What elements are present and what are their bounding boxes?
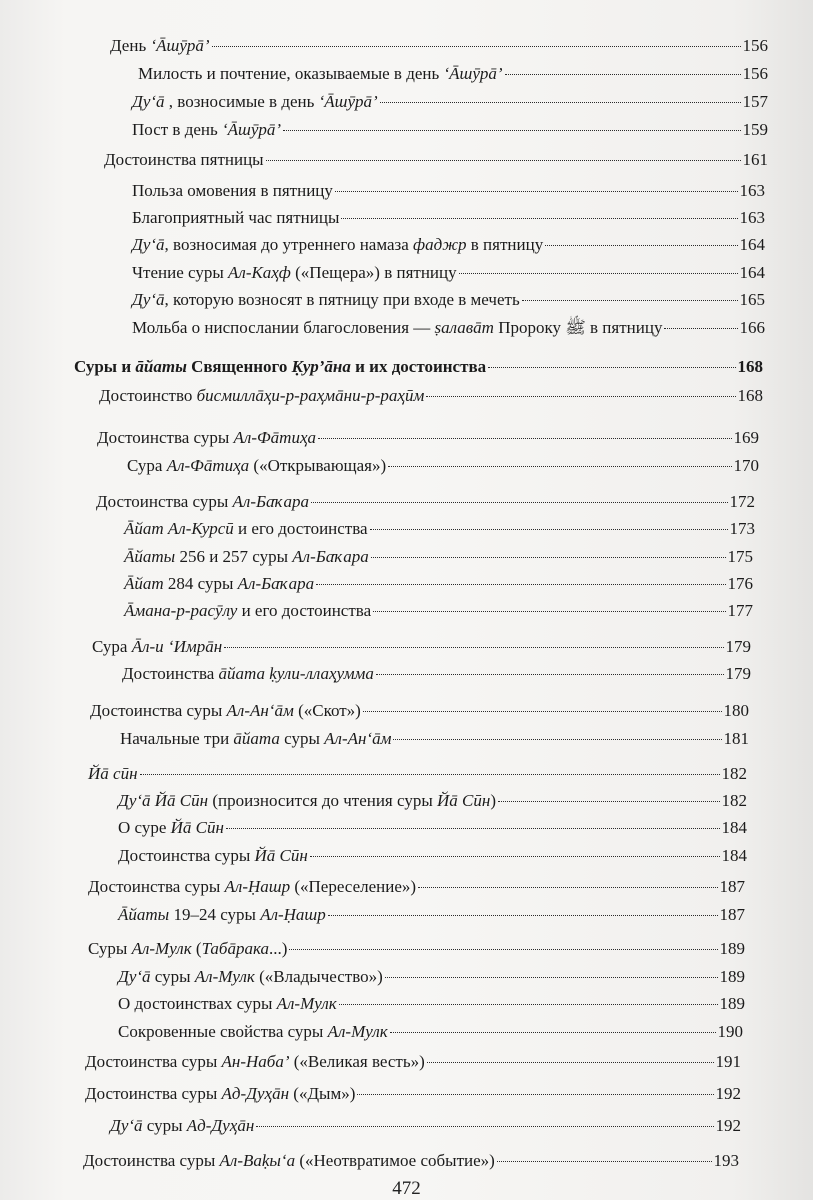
toc-entry bbox=[132, 91, 768, 113]
toc-entry bbox=[83, 1150, 739, 1172]
toc-entry-page: 181 bbox=[723, 729, 749, 748]
dot-leader bbox=[341, 218, 737, 219]
toc-entry bbox=[96, 491, 755, 513]
toc-entry-page: 173 bbox=[729, 519, 755, 538]
toc-entry-title: Сура Āл-и ʻИмрāн bbox=[92, 637, 223, 656]
toc-entry-page: 169 bbox=[733, 428, 759, 447]
toc-entry-title: Достоинства āйата ḳули-ллаҳумма bbox=[122, 664, 374, 683]
toc-entry-page: 161 bbox=[742, 150, 768, 169]
toc-entry-page: 176 bbox=[727, 574, 753, 593]
toc-entry-page: 187 bbox=[719, 905, 745, 924]
dot-leader bbox=[426, 396, 735, 397]
dot-leader bbox=[224, 647, 723, 648]
toc-entry-title: Āйаты 256 и 257 суры Ал-Баҡара bbox=[124, 547, 369, 566]
dot-leader bbox=[380, 102, 741, 103]
dot-leader bbox=[357, 1094, 713, 1095]
dot-leader bbox=[488, 367, 735, 368]
toc-entry-title: Достоинства суры Ал-Баҡара bbox=[96, 492, 309, 511]
toc-entry-page: 193 bbox=[713, 1151, 739, 1170]
toc-entry-title: Достоинства суры Ад-Дуҳāн («Дым») bbox=[85, 1084, 356, 1103]
toc-entry bbox=[132, 289, 765, 311]
toc-entry bbox=[88, 938, 745, 960]
toc-entry-page: 179 bbox=[725, 637, 751, 656]
toc-entry-title: Благоприятный час пятницы bbox=[132, 208, 340, 227]
toc-entry bbox=[124, 518, 755, 540]
toc-entry-title: Суры и āйаты Священного Ḳур’āна и их достоинства bbox=[74, 357, 487, 376]
toc-entry-page: 164 bbox=[739, 263, 765, 282]
toc-entry-title: Достоинства суры Ал-Ḥашр («Переселение») bbox=[88, 877, 417, 896]
dot-leader bbox=[335, 191, 738, 192]
dot-leader bbox=[289, 949, 717, 950]
toc-entry-title: Дуʻā, которую возносят в пятницу при входе в мечеть bbox=[132, 290, 520, 309]
toc-entry-title: Āмана-р-расӯлу и его достоинства bbox=[124, 601, 372, 620]
dot-leader bbox=[226, 828, 720, 829]
dot-leader bbox=[371, 557, 726, 558]
dot-leader bbox=[328, 915, 718, 916]
dot-leader bbox=[363, 711, 722, 712]
dot-leader bbox=[370, 529, 728, 530]
toc-entry-title: Милость и почтение, оказываемые в день ʻĀшӯрā’ bbox=[138, 64, 503, 83]
toc-entry bbox=[90, 700, 749, 722]
toc-entry-page: 189 bbox=[719, 967, 745, 986]
toc-entry bbox=[138, 63, 768, 85]
toc-entry bbox=[118, 1021, 743, 1043]
dot-leader bbox=[266, 160, 741, 161]
toc-entry-title: Достоинства суры Ан-Наба’ («Великая весть») bbox=[85, 1052, 425, 1071]
toc-entry bbox=[118, 790, 747, 812]
dot-leader bbox=[140, 774, 720, 775]
toc-entry bbox=[110, 1115, 741, 1137]
toc-entry-page: 182 bbox=[721, 764, 747, 783]
toc-entry-title: Йā сӣн bbox=[88, 764, 138, 783]
toc-entry bbox=[88, 763, 747, 785]
toc-entry-page: 163 bbox=[739, 208, 765, 227]
toc-entry bbox=[124, 546, 753, 568]
toc-entry bbox=[118, 966, 745, 988]
toc-entry-page: 168 bbox=[737, 357, 763, 376]
toc-entry-title: Достоинства пятницы bbox=[104, 150, 264, 169]
dot-leader bbox=[212, 46, 741, 47]
toc-entry bbox=[99, 385, 763, 407]
toc-entry-page: 156 bbox=[742, 64, 768, 83]
toc-entry-page: 163 bbox=[739, 181, 765, 200]
toc-entry-title: Āйат 284 суры Ал-Баҡара bbox=[124, 574, 315, 593]
toc-entry bbox=[110, 35, 768, 57]
dot-leader bbox=[385, 977, 718, 978]
toc-entry bbox=[74, 356, 763, 378]
toc-entry-title: Дуʻā, возносимая до утреннего намаза фаджр в пятницу bbox=[132, 235, 544, 254]
toc-entry-title: Достоинство бисмиллāҳи-р-раҳмāни-р-раҳӣм bbox=[99, 386, 425, 405]
toc-entry-title: Дуʻā , возносимые в день ʻĀшӯрā’ bbox=[132, 92, 378, 111]
toc-entry-title: О суре Йā Сӣн bbox=[118, 818, 224, 837]
toc-entry-title: Пост в день ʻĀшӯрā’ bbox=[132, 120, 282, 139]
dot-leader bbox=[318, 438, 732, 439]
toc-entry bbox=[97, 427, 759, 449]
toc-entry-title: О достоинствах суры Ал-Мулк bbox=[118, 994, 337, 1013]
toc-entry-page: 184 bbox=[721, 818, 747, 837]
toc-entry-page: 189 bbox=[719, 994, 745, 1013]
toc-entry-title: Достоинства суры Ал-Ваḳыʻа («Неотвратимое событие») bbox=[83, 1151, 495, 1170]
dot-leader bbox=[459, 273, 738, 274]
page-number: 472 bbox=[392, 1178, 421, 1199]
toc-entry-page: 184 bbox=[721, 846, 747, 865]
dot-leader bbox=[497, 1161, 712, 1162]
toc-entry bbox=[85, 1083, 741, 1105]
dot-leader bbox=[388, 466, 731, 467]
toc-entry-page: 159 bbox=[742, 120, 768, 139]
toc-entry-title: Дуʻā суры Ал-Мулк («Владычество») bbox=[118, 967, 383, 986]
dot-leader bbox=[393, 739, 721, 740]
toc-entry-title: Сокровенные свойства суры Ал-Мулк bbox=[118, 1022, 388, 1041]
toc-entry-page: 182 bbox=[721, 791, 747, 810]
dot-leader bbox=[418, 887, 717, 888]
toc-entry bbox=[118, 904, 745, 926]
dot-leader bbox=[390, 1032, 716, 1033]
toc-entry-title: Начальные три āйата суры Ал-Анʻāм bbox=[120, 729, 392, 748]
dot-leader bbox=[505, 74, 741, 75]
dot-leader bbox=[376, 674, 724, 675]
toc-entry-page: 157 bbox=[742, 92, 768, 111]
toc-entry-title: Польза омовения в пятницу bbox=[132, 181, 333, 200]
toc-entry-title: Достоинства суры Йā Сӣн bbox=[118, 846, 308, 865]
toc-entry-title: Сура Ал-Фāтиҳа («Открывающая») bbox=[127, 456, 387, 475]
dot-leader bbox=[498, 801, 720, 802]
toc-entry-title: Дуʻā Йā Сӣн (произносится до чтения суры Йā Сӣн) bbox=[118, 791, 496, 810]
dot-leader bbox=[522, 300, 738, 301]
toc-entry-page: 190 bbox=[717, 1022, 743, 1041]
toc-entry-page: 165 bbox=[739, 290, 765, 309]
toc-entry bbox=[127, 455, 759, 477]
toc-entry-page: 192 bbox=[715, 1116, 741, 1135]
toc-entry bbox=[120, 728, 749, 750]
dot-leader bbox=[427, 1062, 714, 1063]
toc-entry-page: 175 bbox=[727, 547, 753, 566]
toc-entry-title: Āйат Ал-Курсӣ и его достоинства bbox=[124, 519, 368, 538]
toc-entry-page: 164 bbox=[739, 235, 765, 254]
toc-entry-title: Мольба о ниспослании благословения — ṣалавāт Пророку ﷺ в пятницу bbox=[132, 318, 663, 337]
dot-leader bbox=[316, 584, 725, 585]
toc-entry-page: 189 bbox=[719, 939, 745, 958]
toc-entry bbox=[132, 119, 768, 141]
toc-entry-title: Āйаты 19–24 суры Ал-Ḥашр bbox=[118, 905, 326, 924]
toc-entry bbox=[118, 817, 747, 839]
dot-leader bbox=[256, 1126, 713, 1127]
toc-entry-page: 180 bbox=[723, 701, 749, 720]
toc-entry-page: 192 bbox=[715, 1084, 741, 1103]
toc-entry-page: 172 bbox=[729, 492, 755, 511]
toc-entry bbox=[92, 636, 751, 658]
toc-entry-title: Суры Ал-Мулк (Табāрака...) bbox=[88, 939, 288, 958]
toc-entry bbox=[104, 149, 768, 171]
toc-entry bbox=[132, 262, 765, 284]
toc-entry bbox=[132, 180, 765, 202]
toc-entry bbox=[124, 573, 753, 595]
dot-leader bbox=[339, 1004, 718, 1005]
toc-entry bbox=[88, 876, 745, 898]
toc-entry bbox=[132, 234, 765, 256]
toc-entry-page: 168 bbox=[737, 386, 763, 405]
toc-entry-page: 156 bbox=[742, 36, 768, 55]
dot-leader bbox=[283, 130, 740, 131]
dot-leader bbox=[373, 611, 725, 612]
dot-leader bbox=[545, 245, 737, 246]
toc-entry-title: Достоинства суры Ал-Анʻāм («Скот») bbox=[90, 701, 361, 720]
dot-leader bbox=[664, 328, 737, 329]
toc-entry-title: Достоинства суры Ал-Фāтиҳа bbox=[97, 428, 316, 447]
toc-entry-page: 191 bbox=[715, 1052, 741, 1071]
toc-entry-page: 170 bbox=[733, 456, 759, 475]
toc-entry-page: 187 bbox=[719, 877, 745, 896]
dot-leader bbox=[310, 856, 720, 857]
toc-entry-page: 166 bbox=[739, 318, 765, 337]
toc-entry bbox=[132, 207, 765, 229]
toc-entry bbox=[118, 993, 745, 1015]
toc-entry-title: День ʻĀшӯрā’ bbox=[110, 36, 210, 55]
toc-entry bbox=[118, 845, 747, 867]
toc-entry-page: 179 bbox=[725, 664, 751, 683]
dot-leader bbox=[311, 502, 728, 503]
toc-entry bbox=[132, 317, 765, 339]
toc-entry-title: Дуʻā суры Ад-Дуҳāн bbox=[110, 1116, 255, 1135]
toc-entry-page: 177 bbox=[727, 601, 753, 620]
toc-entry bbox=[85, 1051, 741, 1073]
toc-entry bbox=[124, 600, 753, 622]
toc-entry bbox=[122, 663, 751, 685]
toc-entry-title: Чтение суры Ал-Каҳф («Пещера») в пятницу bbox=[132, 263, 457, 282]
